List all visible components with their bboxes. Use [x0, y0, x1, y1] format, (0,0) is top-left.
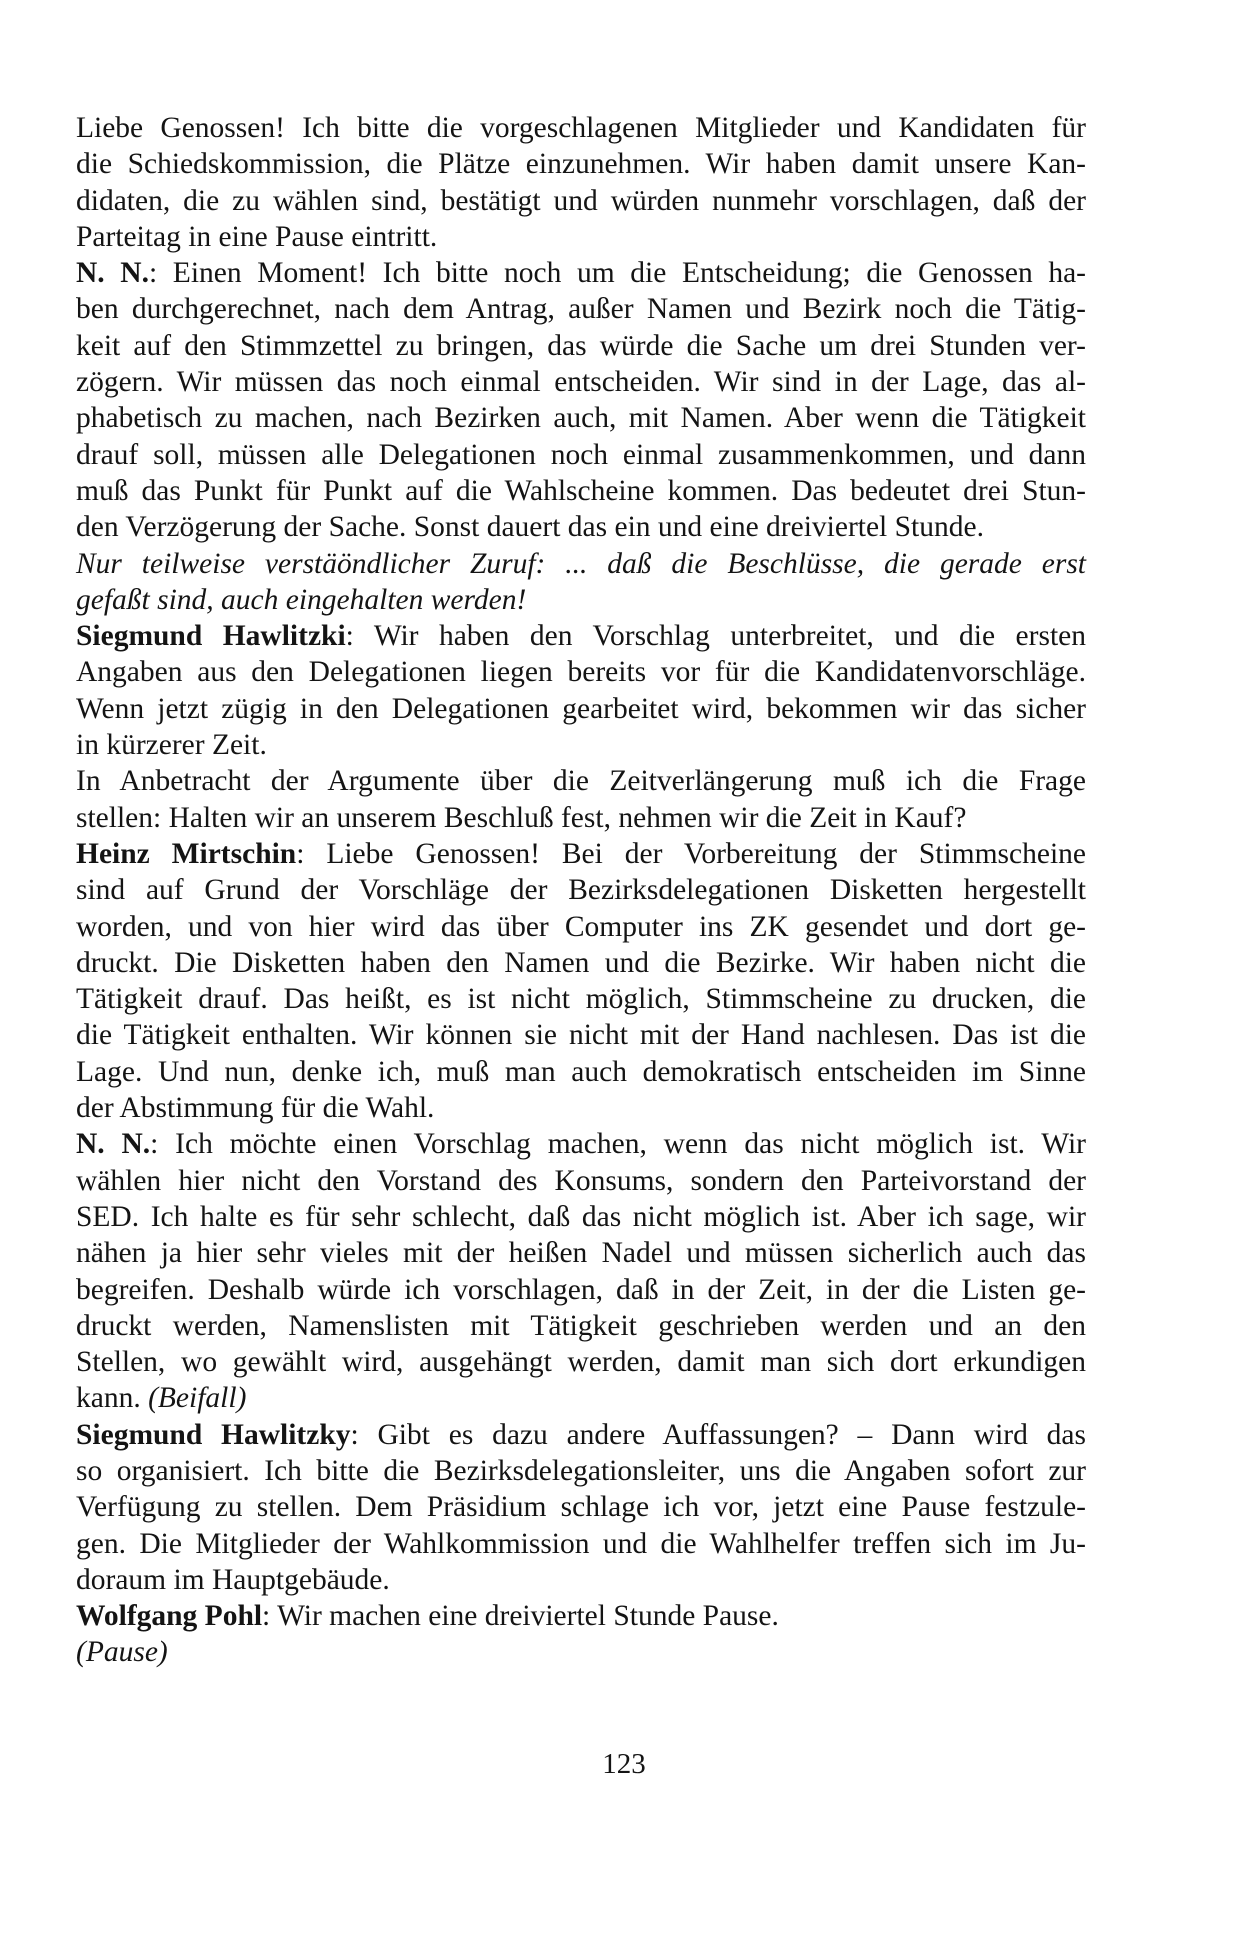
text-line: [76, 800, 1086, 836]
text-line: [76, 763, 1086, 799]
text-line: [76, 1634, 1086, 1670]
line-text: Angaben aus den Delegationen liegen bereits vor für die Kandidatenvorschläge.: [76, 656, 1086, 689]
line-text: so organisiert. Ich bitte die Bezirksdelegationsleiter, uns die Angaben sofort zur: [76, 1454, 1086, 1487]
line-text: Wenn jetzt zügig in den Delegationen gearbeitet wird, bekommen wir das sicher: [76, 692, 1086, 725]
text-line: [76, 328, 1086, 364]
speaker-name: Siegmund Hawlitzki: [76, 620, 346, 653]
line-text: die Schiedskommission, die Plätze einzunehmen. Wir haben damit unsere Kan-: [76, 148, 1086, 181]
italic-text: Nur teilweise verstäöndlicher Zuruf: ... daß die Beschlüsse, die gerade erst: [76, 547, 1086, 580]
text-line: [76, 146, 1086, 182]
line-text: : Wir machen eine dreiviertel Stunde Pause.: [262, 1600, 779, 1633]
line-text: kann.: [76, 1382, 149, 1415]
text-line: [76, 1489, 1086, 1525]
text-line: [76, 691, 1086, 727]
text-line: [76, 364, 1086, 400]
line-text: SED. Ich halte es für sehr schlecht, daß das nicht möglich ist. Aber ich sage, wir: [76, 1200, 1086, 1233]
line-text: gen. Die Mitglieder der Wahlkommission und die Wahlhelfer treffen sich im Ju-: [76, 1527, 1086, 1560]
text-line: [76, 291, 1086, 327]
line-text: Tätigkeit drauf. Das heißt, es ist nicht möglich, Stimmscheine zu drucken, die: [76, 983, 1086, 1016]
italic-text: gefaßt sind, auch eingehalten werden!: [76, 583, 527, 616]
line-text: Verfügung zu stellen. Dem Präsidium schlage ich vor, jetzt eine Pause festzule-: [76, 1491, 1086, 1524]
text-line: [76, 437, 1086, 473]
text-line: [76, 654, 1086, 690]
line-text: ben durchgerechnet, nach dem Antrag, außer Namen und Bezirk noch die Tätig-: [76, 293, 1086, 326]
line-text: : Einen Moment! Ich bitte noch um die Entscheidung; die Genossen ha-: [148, 257, 1087, 290]
text-line: [76, 1453, 1086, 1489]
line-text: drauf soll, müssen alle Delegationen noch einmal zusammenkommen, und dann: [76, 438, 1086, 471]
text-line: [76, 1090, 1086, 1126]
text-line: [76, 473, 1086, 509]
line-text: druckt. Die Disketten haben den Namen und die Bezirke. Wir haben nicht die: [76, 946, 1086, 979]
line-text: in kürzerer Zeit.: [76, 729, 267, 762]
speaker-name: Wolfgang Pohl: [76, 1600, 263, 1633]
line-text: keit auf den Stimmzettel zu bringen, das würde die Sache um drei Stunden ver-: [76, 329, 1086, 362]
text-line: [76, 727, 1086, 763]
line-text: den Verzögerung der Sache. Sonst dauert das ein und eine dreiviertel Stunde.: [76, 511, 984, 544]
text-line: [76, 909, 1086, 945]
line-text: Liebe Genossen! Ich bitte die vorgeschlagenen Mitglieder und Kandidaten für: [76, 112, 1086, 144]
line-text: nähen ja hier sehr vieles mit der heißen Nadel und müssen sicherlich auch das: [76, 1237, 1086, 1270]
speaker-name: N. N.: [76, 1128, 151, 1161]
text-line: [76, 1308, 1086, 1344]
text-line: [76, 945, 1086, 981]
text-line: [76, 110, 1086, 146]
text-line: [76, 1562, 1086, 1598]
text-line: [76, 981, 1086, 1017]
text-line: [76, 1199, 1086, 1235]
line-text: die Tätigkeit enthalten. Wir können sie nicht mit der Hand nachlesen. Das ist die: [76, 1019, 1086, 1052]
text-line: [76, 872, 1086, 908]
line-text: worden, und von hier wird das über Computer ins ZK gesendet und dort ge-: [76, 910, 1086, 943]
line-text: wählen hier nicht den Vorstand des Konsums, sondern den Parteivorstand der: [76, 1164, 1086, 1197]
text-line: [76, 255, 1086, 291]
document-body: [76, 110, 1086, 1671]
line-text: Stellen, wo gewählt wird, ausgehängt werden, damit man sich dort erkundigen: [76, 1346, 1086, 1379]
text-line: [76, 1017, 1086, 1053]
text-line: [76, 1380, 1086, 1416]
text-line: [76, 1344, 1086, 1380]
text-line: [76, 1235, 1086, 1271]
line-text: druckt werden, Namenslisten mit Tätigkeit geschrieben werden und an den: [76, 1309, 1086, 1342]
line-text: : Wir haben den Vorschlag unterbreitet, und die ersten: [345, 620, 1086, 653]
text-line: [76, 618, 1086, 654]
text-line: [76, 546, 1086, 582]
text-line: [76, 400, 1086, 436]
text-line: [76, 1417, 1086, 1453]
line-text: In Anbetracht der Argumente über die Zeitverlängerung muß ich die Frage: [76, 765, 1086, 798]
text-line: [76, 219, 1086, 255]
text-line: [76, 1526, 1086, 1562]
line-text: der Abstimmung für die Wahl.: [76, 1092, 435, 1125]
italic-text: (Pause): [76, 1636, 168, 1669]
line-text: : Gibt es dazu andere Auffassungen? – Dann wird das: [350, 1418, 1086, 1451]
line-text: : Ich möchte einen Vorschlag machen, wenn das nicht möglich ist. Wir: [150, 1128, 1086, 1161]
line-text: sind auf Grund der Vorschläge der Bezirksdelegationen Disketten hergestellt: [76, 874, 1086, 907]
line-text: phabetisch zu machen, nach Bezirken auch, mit Namen. Aber wenn die Tätigkeit: [76, 402, 1086, 435]
page-number: 123: [602, 1748, 646, 1780]
speaker-name: N. N.: [76, 257, 149, 290]
text-line: [76, 1163, 1086, 1199]
line-text: zögern. Wir müssen das noch einmal entscheiden. Wir sind in der Lage, das al-: [76, 366, 1086, 399]
text-line: [76, 582, 1086, 618]
text-line: [76, 1054, 1086, 1090]
speaker-name: Heinz Mirtschin: [76, 837, 297, 870]
line-text: begreifen. Deshalb würde ich vorschlagen, daß in der Zeit, in der die Listen ge-: [76, 1273, 1086, 1306]
text-line: [76, 1272, 1086, 1308]
text-line: [76, 183, 1086, 219]
text-line: [76, 1126, 1086, 1162]
line-text: stellen: Halten wir an unserem Beschluß fest, nehmen wir die Zeit in Kauf?: [76, 801, 967, 834]
text-line: [76, 836, 1086, 872]
line-text: Lage. Und nun, denke ich, muß man auch demokratisch entscheiden im Sinne: [76, 1055, 1086, 1088]
text-line: [76, 509, 1086, 545]
line-text: doraum im Hauptgebäude.: [76, 1563, 390, 1596]
line-text: : Liebe Genossen! Bei der Vorbereitung der Stimmscheine: [296, 837, 1086, 870]
italic-text: (Beifall): [148, 1382, 247, 1415]
line-text: Parteitag in eine Pause eintritt.: [76, 220, 438, 253]
speaker-name: Siegmund Hawlitzky: [76, 1418, 351, 1451]
line-text: muß das Punkt für Punkt auf die Wahlscheine kommen. Das bedeutet drei Stun-: [76, 474, 1086, 507]
text-line: [76, 1598, 1086, 1634]
line-text: didaten, die zu wählen sind, bestätigt und würden nunmehr vorschlagen, daß der: [76, 184, 1086, 217]
